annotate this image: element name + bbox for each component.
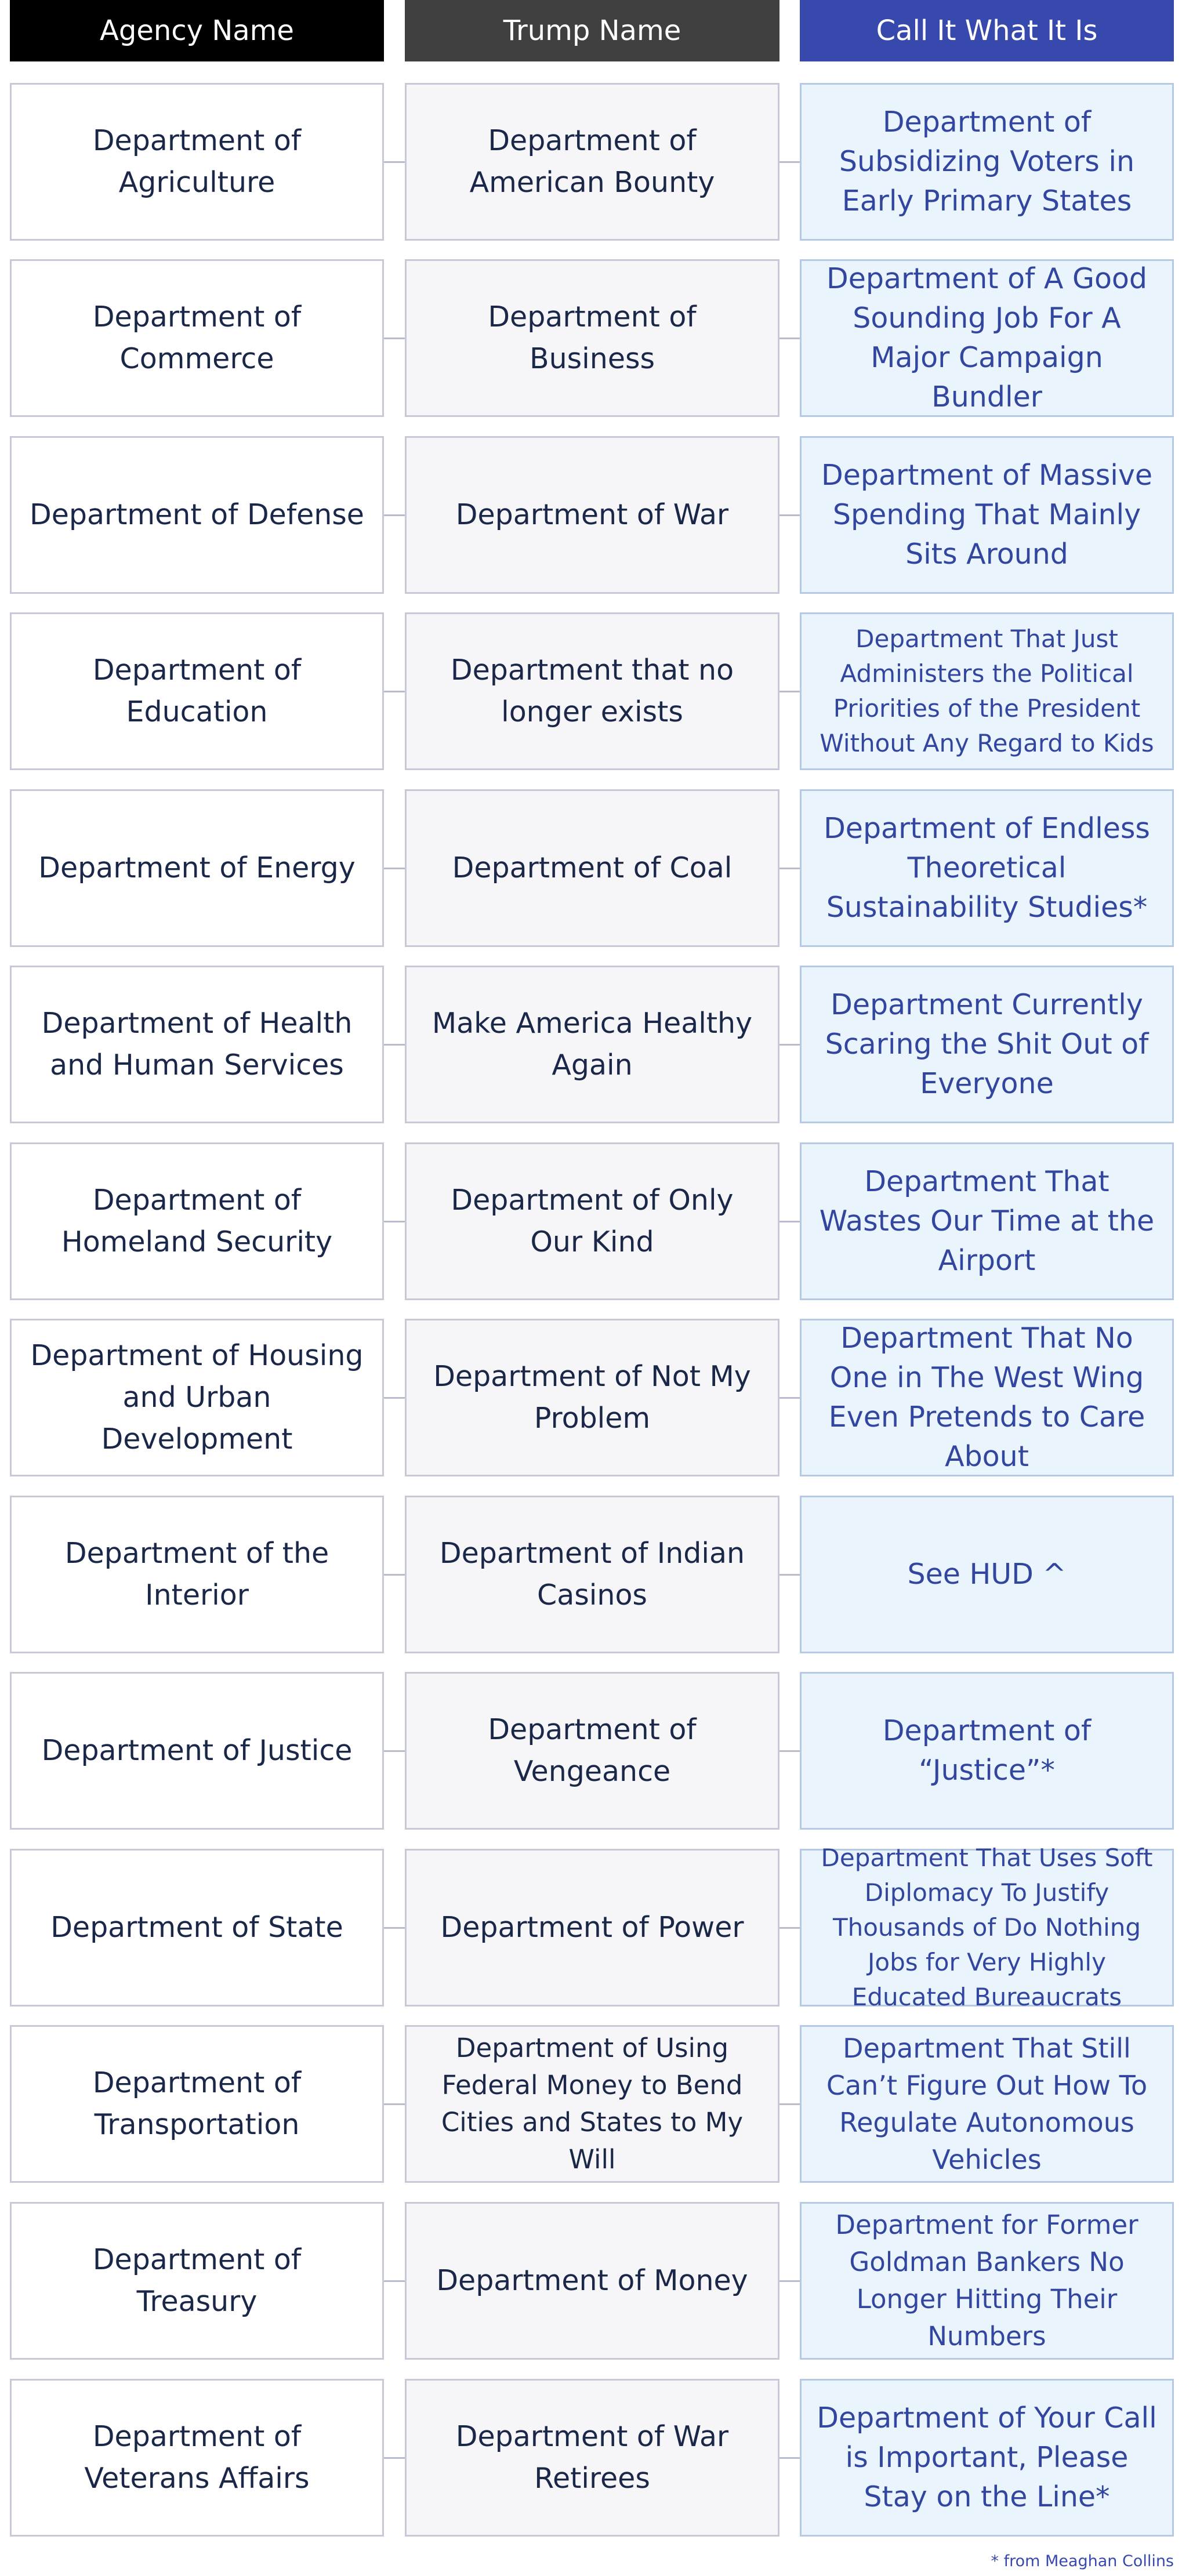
header-agency-name: Agency Name xyxy=(10,0,384,61)
connector-line xyxy=(778,514,802,516)
connector-line xyxy=(383,868,407,869)
connector-line xyxy=(778,161,802,163)
agency-cell: Department of Treasury xyxy=(10,2202,384,2360)
agency-cell: Department of Agriculture xyxy=(10,83,384,241)
agency-cell: Department of Energy xyxy=(10,789,384,947)
connector-line xyxy=(778,2280,802,2282)
trump-name-cell: Department of Coal xyxy=(405,789,779,947)
agency-cell: Department of State xyxy=(10,1849,384,2007)
trump-name-cell: Department of Indian Casinos xyxy=(405,1496,779,1653)
table-row xyxy=(0,1672,1182,1830)
table-row xyxy=(0,789,1182,947)
call-it-cell: Department That No One in The West Wing Even Pretends to Care About xyxy=(800,1319,1174,1476)
connector-line xyxy=(778,691,802,692)
call-it-cell: Department of Your Call is Important, Please Stay on the Line* xyxy=(800,2379,1174,2537)
connector-line xyxy=(778,1044,802,1046)
connector-line xyxy=(778,868,802,869)
agency-cell: Department of the Interior xyxy=(10,1496,384,1653)
trump-name-cell: Department of Only Our Kind xyxy=(405,1142,779,1300)
call-it-cell: Department That Just Administers the Political Priorities of the President Without Any Regard to Kids xyxy=(800,612,1174,770)
trump-name-cell: Department of Money xyxy=(405,2202,779,2360)
connector-line xyxy=(383,338,407,339)
agency-cell: Department of Defense xyxy=(10,436,384,594)
trump-name-cell: Department of War Retirees xyxy=(405,2379,779,2537)
call-it-cell: Department of Endless Theoretical Sustainability Studies* xyxy=(800,789,1174,947)
call-it-cell: Department Currently Scaring the Shit Out of Everyone xyxy=(800,966,1174,1123)
table-row xyxy=(0,83,1182,241)
call-it-cell: Department of Subsidizing Voters in Early Primary States xyxy=(800,83,1174,241)
table-row xyxy=(0,259,1182,417)
connector-line xyxy=(383,161,407,163)
call-it-cell: Department of Massive Spending That Mainly Sits Around xyxy=(800,436,1174,594)
trump-name-cell: Department of Not My Problem xyxy=(405,1319,779,1476)
call-it-cell: Department of “Justice”* xyxy=(800,1672,1174,1830)
agency-cell: Department of Transportation xyxy=(10,2025,384,2183)
call-it-cell: See HUD ^ xyxy=(800,1496,1174,1653)
connector-line xyxy=(383,1397,407,1399)
trump-name-cell: Department of Power xyxy=(405,1849,779,2007)
connector-line xyxy=(383,1221,407,1222)
table-row xyxy=(0,436,1182,594)
connector-line xyxy=(778,1221,802,1222)
trump-name-cell: Department of Vengeance xyxy=(405,1672,779,1830)
agency-cell: Department of Commerce xyxy=(10,259,384,417)
call-it-cell: Department That Still Can’t Figure Out How To Regulate Autonomous Vehicles xyxy=(800,2025,1174,2183)
connector-line xyxy=(383,2457,407,2459)
trump-name-cell: Department of War xyxy=(405,436,779,594)
trump-name-cell: Department of American Bounty xyxy=(405,83,779,241)
agency-cell: Department of Homeland Security xyxy=(10,1142,384,1300)
table-row xyxy=(0,2025,1182,2183)
agency-cell: Department of Housing and Urban Development xyxy=(10,1319,384,1476)
footnote: * from Meaghan Collins xyxy=(991,2552,1174,2570)
trump-name-cell: Make America Healthy Again xyxy=(405,966,779,1123)
connector-line xyxy=(778,338,802,339)
connector-line xyxy=(383,2103,407,2105)
connector-line xyxy=(778,2103,802,2105)
connector-line xyxy=(383,691,407,692)
call-it-cell: Department That Uses Soft Diplomacy To Justify Thousands of Do Nothing Jobs for Very Highly Educated Bureaucrats xyxy=(800,1849,1174,2007)
connector-line xyxy=(778,1574,802,1576)
connector-line xyxy=(383,1044,407,1046)
connector-line xyxy=(778,1750,802,1752)
connector-line xyxy=(778,1927,802,1929)
table-row xyxy=(0,2202,1182,2360)
agency-cell: Department of Justice xyxy=(10,1672,384,1830)
trump-name-cell: Department of Using Federal Money to Bend Cities and States to My Will xyxy=(405,2025,779,2183)
agency-cell: Department of Veterans Affairs xyxy=(10,2379,384,2537)
trump-name-cell: Department that no longer exists xyxy=(405,612,779,770)
connector-line xyxy=(383,2280,407,2282)
call-it-cell: Department for Former Goldman Bankers No Longer Hitting Their Numbers xyxy=(800,2202,1174,2360)
connector-line xyxy=(383,514,407,516)
connector-line xyxy=(383,1574,407,1576)
header-call-it-what-it-is: Call It What It Is xyxy=(800,0,1174,61)
connector-line xyxy=(778,2457,802,2459)
agency-cell: Department of Health and Human Services xyxy=(10,966,384,1123)
table-row xyxy=(0,966,1182,1123)
call-it-cell: Department That Wastes Our Time at the Airport xyxy=(800,1142,1174,1300)
connector-line xyxy=(383,1750,407,1752)
table-row xyxy=(0,1496,1182,1653)
call-it-cell: Department of A Good Sounding Job For A Major Campaign Bundler xyxy=(800,259,1174,417)
table-row xyxy=(0,2379,1182,2537)
table-row xyxy=(0,1844,1182,2011)
header-trump-name: Trump Name xyxy=(405,0,779,61)
connector-line xyxy=(383,1927,407,1929)
table-row xyxy=(0,612,1182,770)
agency-cell: Department of Education xyxy=(10,612,384,770)
table-row xyxy=(0,1142,1182,1300)
connector-line xyxy=(778,1397,802,1399)
table-row xyxy=(0,1319,1182,1476)
trump-name-cell: Department of Business xyxy=(405,259,779,417)
